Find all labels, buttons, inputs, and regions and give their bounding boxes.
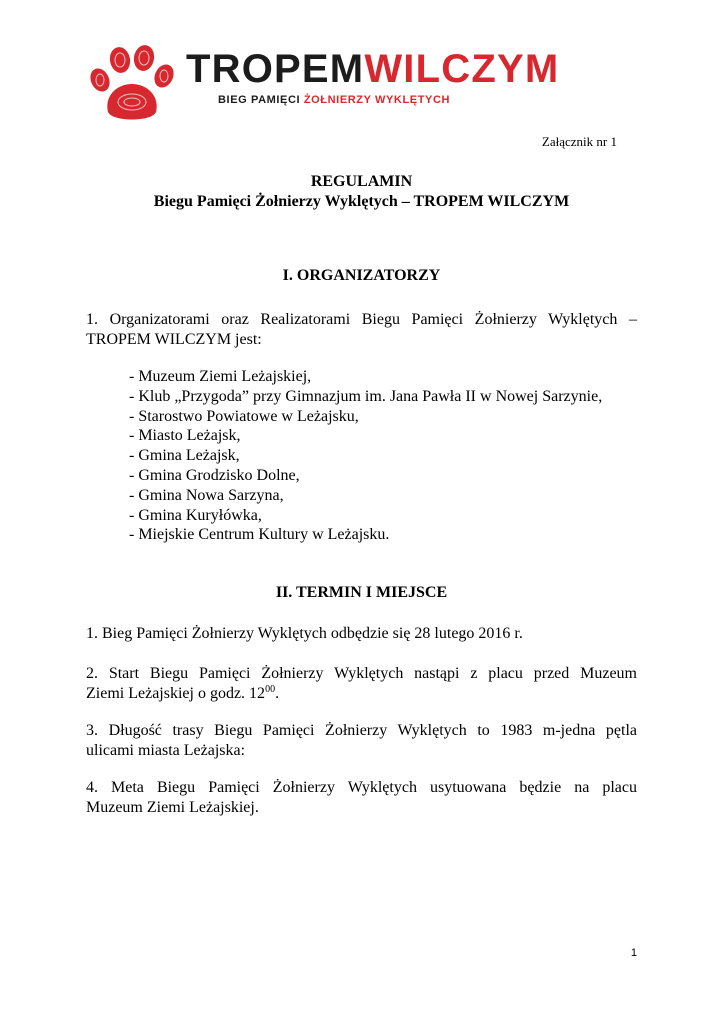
list-item: - Miasto Leżajsk, — [129, 427, 241, 445]
tropem-wilczym-logo — [86, 40, 560, 120]
start-line2-end: . — [275, 685, 280, 702]
list-item: - Miejskie Centrum Kultury w Leżajsku. — [129, 526, 390, 544]
date-paragraph — [86, 624, 637, 644]
logo-subtitle-red: ŻOŁNIERZY WYKLĘTYCH — [303, 94, 451, 106]
annex-label: Załącznik nr 1 — [541, 134, 617, 149]
list-item: - Gmina Nowa Sarzyna, — [129, 486, 284, 504]
logo-title — [186, 49, 559, 89]
list-item: - Gmina Kuryłówka, — [129, 506, 262, 524]
list-item: - Gmina Grodzisko Dolne, — [129, 466, 300, 484]
logo-subtitle-dark: BIEG PAMIĘCI — [218, 94, 304, 106]
section-heading-organizers: I. ORGANIZATORZY — [282, 267, 441, 284]
start-paragraph — [86, 664, 637, 704]
list-item: - Gmina Leżajsk, — [129, 447, 240, 465]
wolf-paw-icon — [86, 40, 178, 122]
organizers-intro-paragraph — [86, 310, 637, 350]
page-number: 1 — [630, 947, 637, 959]
list-item: - Starostwo Powiatowe w Leżajsku, — [129, 407, 359, 425]
list-item: - Muzeum Ziemi Leżajskiej, — [129, 368, 312, 385]
finish-line2: Muzeum Ziemi Leżajskiej. — [86, 799, 259, 816]
distance-paragraph — [86, 721, 637, 761]
section-heading-date-place: II. TERMIN I MIEJSCE — [275, 584, 448, 601]
finish-paragraph — [86, 778, 637, 818]
start-time-minutes: 00 — [265, 684, 276, 695]
distance-line2: ulicami miasta Leżajska: — [86, 742, 246, 759]
finish-line1: 4. Meta Biegu Pamięci Żołnierzy Wyklętych usytuowana będzie na placu — [86, 779, 637, 796]
logo-subtitle — [218, 94, 450, 106]
start-line1: 2. Start Biegu Pamięci Żołnierzy Wyklętych nastąpi z placu przed Muzeum — [86, 665, 637, 682]
date-line: 1. Bieg Pamięci Żołnierzy Wyklętych odbędzie się 28 lutego 2016 r. — [86, 625, 523, 642]
organizers-list — [129, 367, 602, 545]
start-line2-text: Ziemi Leżajskiej o godz. 12 — [86, 685, 266, 702]
logo-title-red: WILCZYM — [364, 47, 560, 91]
organizers-intro-line1: 1. Organizatorami oraz Realizatorami Biegu Pamięci Żołnierzy Wyklętych – — [86, 311, 637, 328]
organizers-intro-line2: TROPEM WILCZYM jest: — [86, 331, 262, 348]
list-item: - Klub „Przygoda” przy Gimnazjum im. Jana Pawła II w Nowej Sarzynie, — [129, 387, 603, 405]
document-title: REGULAMIN — [310, 173, 413, 190]
start-line2 — [86, 684, 637, 704]
logo-title-dark: TROPEM — [186, 47, 365, 91]
document-subtitle: Biegu Pamięci Żołnierzy Wyklętych – TROPEM WILCZYM — [153, 193, 570, 210]
distance-line1: 3. Długość trasy Biegu Pamięci Żołnierzy Wyklętych to 1983 m-jedna pętla — [86, 722, 637, 739]
